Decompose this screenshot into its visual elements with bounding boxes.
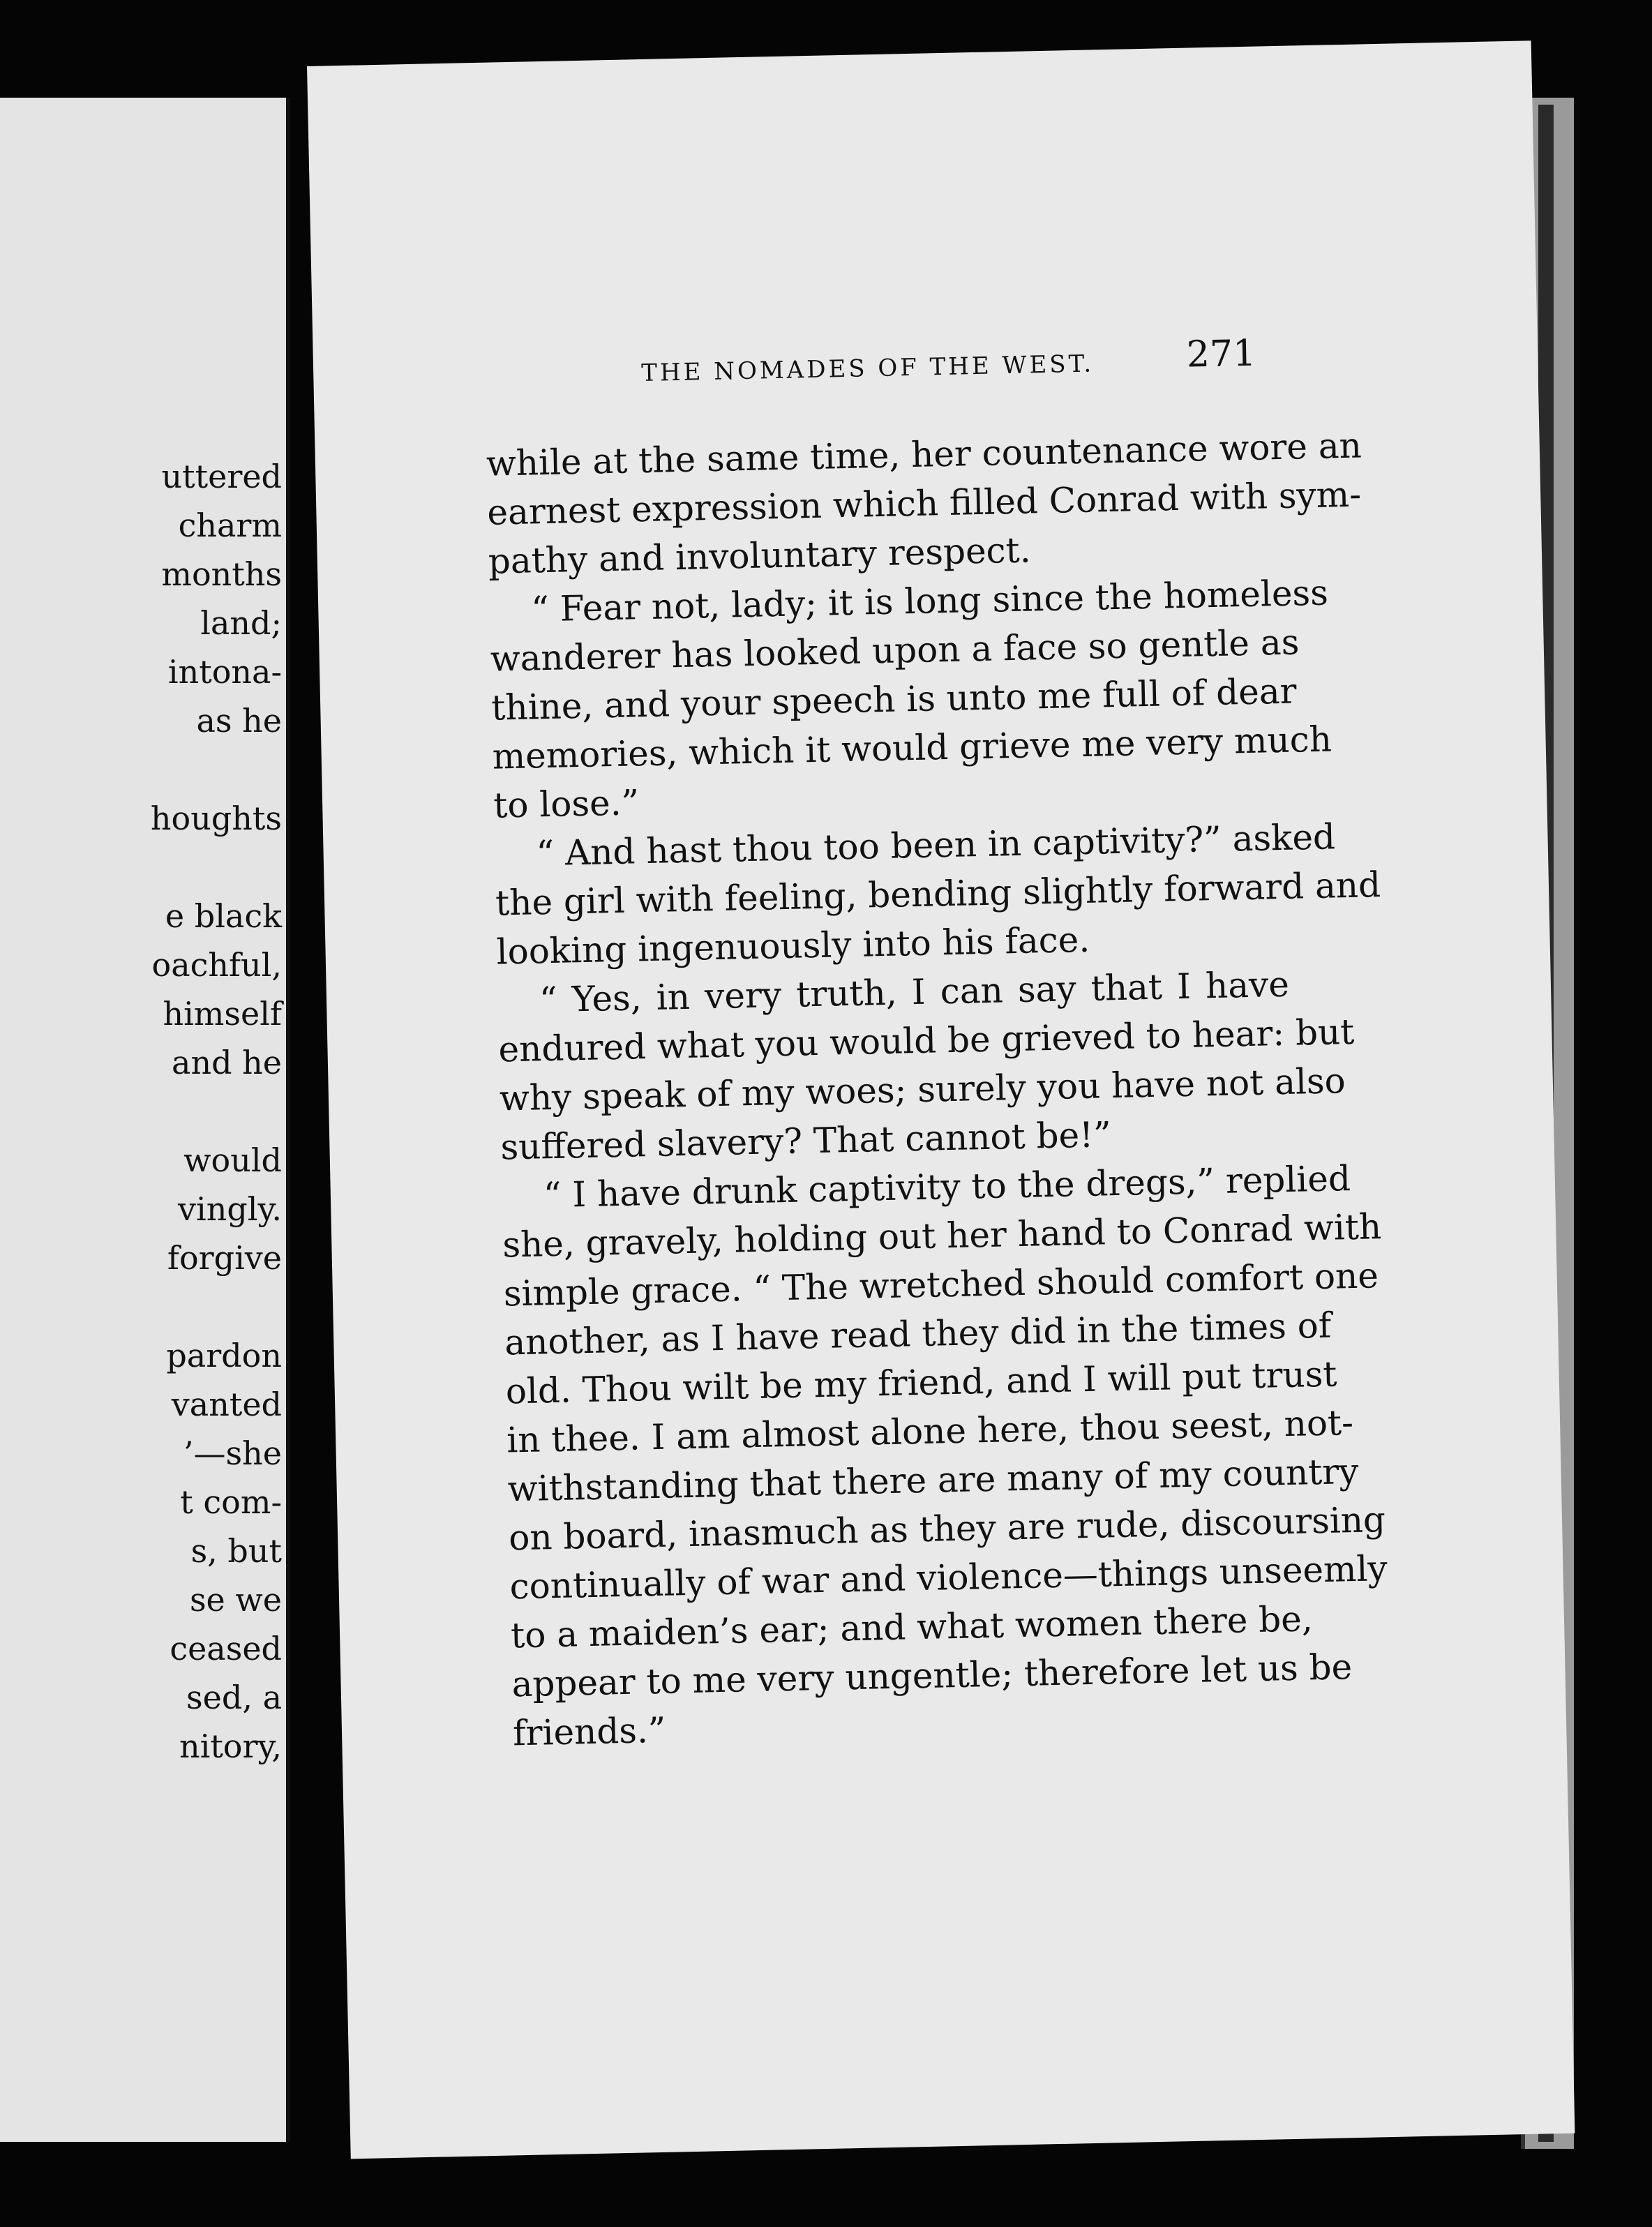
text-line: “ And hast thou too been in captivity?” asked bbox=[536, 816, 1336, 874]
text-line: suffered slavery? That cannot be!” bbox=[500, 1114, 1112, 1168]
text-line: “ Fear not, lady; it is long since the homeless bbox=[530, 572, 1329, 630]
text-line: earnest expression which filled Conrad with sym- bbox=[486, 474, 1362, 533]
left-page-fragment: sed, a bbox=[186, 1679, 282, 1716]
text-line: continually of war and violence—things unseemly bbox=[509, 1548, 1388, 1607]
text-line: friends.” bbox=[512, 1709, 666, 1754]
left-page bbox=[0, 98, 290, 2142]
text-line: why speak of my woes; surely you have not also bbox=[499, 1060, 1346, 1119]
text-line: withstanding that there are many of my country bbox=[507, 1450, 1359, 1510]
running-title: THE NOMADES OF THE WEST. bbox=[640, 350, 1095, 388]
text-line: in thee. I am almost alone here, thou seest, not- bbox=[506, 1402, 1354, 1461]
text-line: endured what you would be grieved to hear: but bbox=[497, 1011, 1355, 1070]
text-line: thine, and your speech is unto me full of dear bbox=[490, 670, 1298, 728]
left-page-fragment: himself bbox=[163, 995, 282, 1033]
right-page bbox=[307, 40, 1575, 2159]
left-page-fragment: uttered bbox=[161, 458, 282, 495]
text-line: while at the same time, her countenance wore an bbox=[486, 425, 1362, 484]
left-page-fragment: land; bbox=[200, 604, 282, 642]
left-page-fragment: e black bbox=[165, 897, 282, 935]
text-line: “ I have drunk captivity to the dregs,” replied bbox=[543, 1158, 1351, 1216]
left-page-fragment: would bbox=[183, 1141, 282, 1179]
text-line: the girl with feeling, bending slightly forward and bbox=[495, 864, 1381, 924]
left-page-fragment: nitory, bbox=[179, 1727, 282, 1765]
text-line: to a maiden’s ear; and what women there be, bbox=[510, 1598, 1314, 1656]
page-number: 271 bbox=[1186, 332, 1256, 376]
text-line: she, gravely, holding out her hand to Conrad with bbox=[502, 1206, 1382, 1266]
left-page-fragment: and he bbox=[172, 1044, 282, 1081]
text-line: pathy and involuntary respect. bbox=[488, 530, 1032, 582]
text-line: on board, inasmuch as they are rude, discoursing bbox=[508, 1499, 1386, 1559]
left-page-fragment: t com- bbox=[180, 1483, 282, 1521]
page-header bbox=[313, 327, 1538, 408]
left-page-fragment: vanted bbox=[171, 1386, 282, 1423]
left-page-fragment: as he bbox=[196, 702, 282, 740]
left-page-fragment: se we bbox=[189, 1581, 282, 1619]
left-page-fragment: houghts bbox=[150, 800, 282, 837]
left-page-fragment: oachful, bbox=[151, 946, 282, 984]
left-page-fragment: charm bbox=[178, 507, 282, 544]
text-line: “ Yes, in very truth, I can say that I have bbox=[539, 963, 1290, 1021]
text-line: to lose.” bbox=[493, 782, 640, 826]
left-page-fragment: intona- bbox=[167, 653, 282, 691]
text-line: old. Thou wilt be my friend, and I will put trust bbox=[505, 1354, 1337, 1412]
text-line: memories, which it would grieve me very much bbox=[492, 719, 1332, 777]
left-page-fragment: months bbox=[161, 555, 282, 593]
left-page-fragment: vingly. bbox=[178, 1190, 282, 1228]
text-line: wanderer has looked upon a face so gentle as bbox=[490, 622, 1300, 680]
left-page-fragment: ’—she bbox=[183, 1434, 282, 1472]
text-line: simple grace. “ The wretched should comfort one bbox=[503, 1255, 1379, 1314]
left-page-fragment: pardon bbox=[166, 1337, 282, 1374]
text-line: another, as I have read they did in the times of bbox=[504, 1305, 1332, 1363]
body-text bbox=[486, 423, 1388, 1757]
left-page-fragment: forgive bbox=[167, 1239, 282, 1277]
left-page-fragment: s, but bbox=[190, 1532, 282, 1570]
left-page-fragment: ceased bbox=[170, 1630, 282, 1667]
text-line: appear to me very ungentle; therefore let us be bbox=[511, 1647, 1353, 1705]
text-line: looking ingenuously into his face. bbox=[496, 919, 1090, 973]
